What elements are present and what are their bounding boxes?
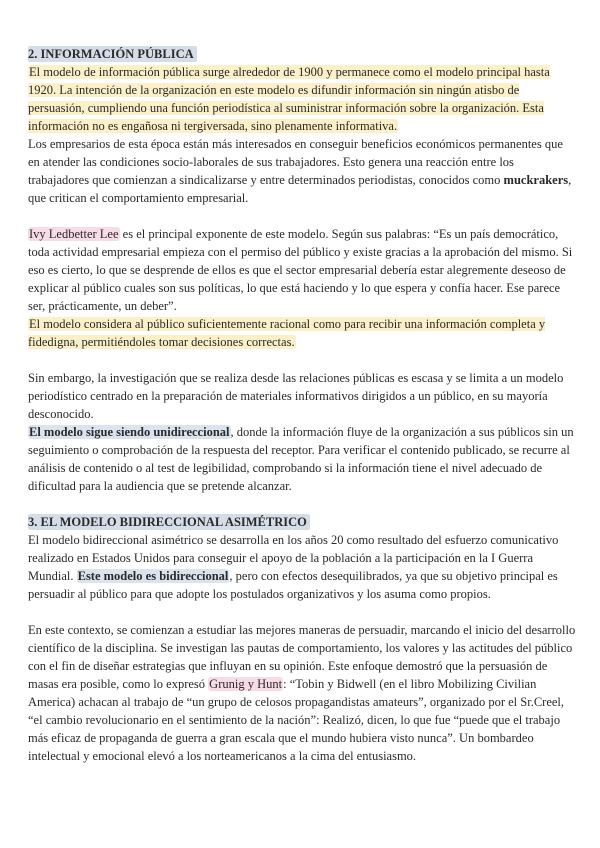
section-2-p2-text-b: , que critican el comportamiento empresarial.: [28, 173, 572, 205]
muckrakers-term: muckrakers: [503, 173, 569, 187]
ivy-lee-name: Ivy Ledbetter Lee: [29, 227, 119, 241]
paragraph-gap: [28, 603, 576, 621]
section-3-title: 3. EL MODELO BIDIRECCIONAL ASIMÉTRICO: [28, 514, 310, 530]
section-3-p1-text-a: El modelo bidireccional asimétrico se desarrolla en los años 20 como resultado del esfuerzo comunicativo realizado en Estados Unidos para conseguir el apoyo de la población a la participación en la I Guerra Mundial.: [28, 533, 559, 583]
section-2-p6-text: , donde la información fluye de la organización a sus públicos sin un seguimiento o comprobación de la respuesta del receptor. Para verificar el contenido publicado, se recurre al análisis de contenido o al test de legibilidad, comprobando si la información tiene el nivel adecuado de dificultad para la audiencia que se pretende alcanzar.: [28, 425, 574, 493]
section-3-p2-text-a: En este contexto, se comienzan a estudiar las mejores maneras de persuadir, marcando el inicio del desarrollo científico de la disciplina. Se investigan las pautas de comportamiento, los valores y las actitudes del público con el fin de diseñar estrategias que influyan en su opinión. Este enfoque demostró que la persuasión de masas era posible, como lo expresó: [28, 623, 576, 691]
section-2-paragraph-3: [28, 225, 576, 315]
section-2-title: 2. INFORMACIÓN PÚBLICA: [28, 46, 197, 62]
grunig-hunt-names: Grunig y Hunt: [209, 677, 283, 691]
section-3-p2-text-b: : “Tobin y Bidwell (en el libro Mobilizing Civilian America) achacan al trabajo de “un grupo de celosos propagandistas amateurs”, organizado por el Sr.Creel, “el cambio revolucionario en el sentimiento de la nación”: Realizó, dicen, lo que fue “puede que el trabajo más eficaz de propaganda de guerra a gran escala que el mundo hubiera visto nunca”. Un bombardeo intelectual y emocional elevó a los norteamericanos a la cima del entusiasmo.: [28, 677, 565, 763]
section-3-p1-text-b: , pero con efectos desequilibrados, ya que su objetivo principal es persuadir al público para que adopte los postulados organizativos y los asuma como propios.: [28, 569, 558, 601]
section-2-p1-text: El modelo de información pública surge alrededor de 1900 y permanece como el modelo principal hasta 1920. La intención de la organización en este modelo es difundir información sin ningún atisbo de persuasión, cumpliendo una función periodística al suministrar información sobre la organización. Esta información no es engañosa ni tergiversada, sino plenamente informativa.: [28, 65, 550, 133]
unidirectional-statement: El modelo sigue siendo unidireccional: [29, 425, 230, 439]
paragraph-gap: [28, 351, 576, 369]
section-2-paragraph-2: [28, 135, 576, 207]
section-2-paragraph-1: [28, 63, 576, 135]
section-2-p3-text: es el principal exponente de este modelo. Según sus palabras: “Es un país democrático, toda actividad empresarial empieza con el permiso del público y existe gracias a la aprobación del mismo. Si eso es cierto, lo que se desprende de ellos es que el sector empresarial debería estar alegremente deseoso de explicar al público cuales son sus políticas, lo que está haciendo y lo que espera y confía hacer. Ese parece ser, prácticamente, un deber”.: [28, 227, 573, 313]
section-3-heading: [28, 513, 576, 531]
section-2-paragraph-5: [28, 369, 576, 423]
section-2-heading: [28, 45, 576, 63]
paragraph-gap: [28, 495, 576, 513]
section-3-paragraph-1: [28, 531, 576, 603]
paragraph-gap: [28, 207, 576, 225]
section-2-p2-text-a: Los empresarios de esta época están más interesados en conseguir beneficios económicos permanentes que en atender las condiciones socio-laborales de sus trabajadores. Esto genera una reacción entre los trabajadores que comienzan a sindicalizarse y entre determinados periodistas, conocidos como: [28, 137, 563, 187]
section-2-paragraph-4: [28, 315, 576, 351]
section-2-p5-text: Sin embargo, la investigación que se realiza desde las relaciones públicas es escasa y se limita a un modelo periodístico centrado en la preparación de materiales informativos dirigidos a un público, en su mayoría desconocido.: [28, 371, 564, 421]
bidirectional-statement: Este modelo es bidireccional: [77, 569, 229, 583]
section-3-paragraph-2: [28, 621, 576, 765]
section-2-paragraph-6: [28, 423, 576, 495]
section-2-p4-text: El modelo considera al público suficientemente racional como para recibir una información completa y fidedigna, permitiéndoles tomar decisiones correctas.: [28, 317, 546, 349]
